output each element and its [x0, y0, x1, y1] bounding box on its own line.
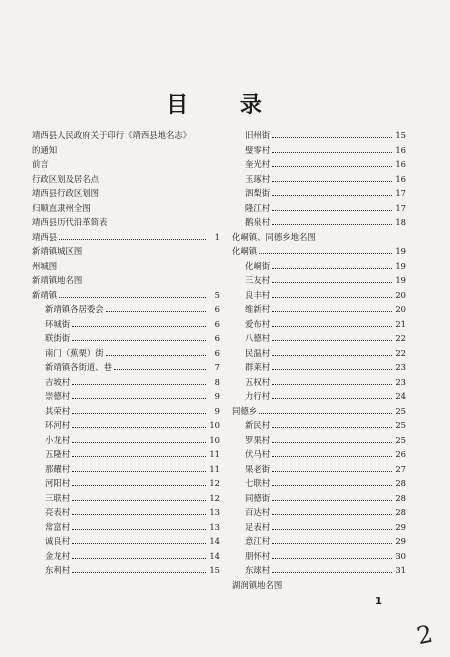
- toc-entry: [232, 534, 406, 549]
- toc-entry: [32, 404, 220, 419]
- toc-entry-page: 19: [395, 246, 406, 256]
- toc-entry-label: 小龙村: [45, 434, 71, 445]
- toc-entry-label: 河阳村: [45, 478, 71, 488]
- toc-entry: [232, 462, 406, 477]
- dot-leader: [272, 418, 392, 428]
- toc-entry-label: 玉琢村: [245, 173, 271, 184]
- toc-entry-page: 16: [395, 173, 406, 184]
- toc-entry: [32, 447, 220, 462]
- toc-entry: [232, 549, 406, 564]
- dot-leader: [272, 331, 392, 341]
- toc-entry-page: 27: [395, 463, 406, 474]
- toc-entry-page: 16: [395, 144, 406, 155]
- toc-entry-label: 新靖镇各居委会: [45, 304, 104, 314]
- toc-entry-page: 20: [395, 304, 406, 314]
- toc-entry: [232, 476, 406, 491]
- toc-entry-label: 那耀村: [45, 463, 71, 474]
- toc-entry: [32, 143, 220, 158]
- dot-leader: [72, 389, 206, 399]
- toc-entry-page: 8: [214, 376, 220, 387]
- toc-entry-label: 良丰村: [245, 289, 271, 300]
- dot-leader: [84, 274, 206, 283]
- toc-entry-page: 23: [395, 376, 406, 387]
- toc-entry: [232, 172, 406, 187]
- toc-entry-page: 25: [395, 405, 406, 416]
- dot-leader: [272, 447, 392, 457]
- toc-entry-label: 靖西县人民政府关于印行《靖西县地名志》: [32, 130, 192, 140]
- toc-entry: [232, 186, 406, 201]
- toc-entry-page: 15: [395, 130, 406, 140]
- toc-entry-label: 旧州街: [245, 130, 271, 140]
- toc-entry-page: 13: [209, 521, 220, 532]
- toc-entry-label: 环城街: [45, 318, 71, 329]
- toc-entry: [232, 433, 406, 448]
- toc-entry: [32, 244, 220, 259]
- dot-leader: [272, 288, 392, 298]
- toc-entry: [32, 128, 220, 143]
- toc-entry-label: 联街街: [45, 333, 71, 343]
- toc-entry-label: 环河村: [45, 420, 71, 430]
- toc-entry-label: 奎光村: [245, 159, 271, 169]
- page-title: 目 录: [166, 93, 284, 118]
- toc-entry-label: 泗梨街: [245, 188, 271, 198]
- toc-entry-label: 群莱村: [245, 362, 271, 372]
- dot-leader: [72, 534, 206, 544]
- toc-entry: [32, 172, 220, 187]
- dot-leader: [72, 331, 206, 341]
- dot-leader: [259, 244, 392, 254]
- toc-entry: [232, 143, 406, 158]
- toc-entry-label: 前言: [32, 159, 49, 169]
- dot-leader: [272, 505, 392, 515]
- toc-entry-label: 爱布村: [245, 318, 271, 329]
- toc-entry-page: 13: [209, 507, 220, 517]
- toc-entry-page: 14: [209, 536, 220, 546]
- toc-entry-label: 东利村: [45, 565, 71, 575]
- toc-entry-page: 1: [214, 231, 220, 242]
- toc-entry-page: 14: [209, 550, 220, 561]
- toc-entry-page: 17: [395, 202, 406, 213]
- toc-entry-label: 靖西县历代沿革简表: [32, 217, 108, 227]
- dot-leader: [272, 462, 392, 472]
- toc-entry-label: 力行村: [245, 391, 271, 401]
- toc-entry: [32, 491, 220, 506]
- toc-entry-label: 化峒街: [245, 260, 271, 271]
- dot-leader: [72, 375, 206, 385]
- toc-entry-label: 百达村: [245, 507, 271, 517]
- toc-entry-page: 26: [395, 449, 406, 459]
- toc-entry: [232, 563, 406, 578]
- dot-leader: [72, 433, 206, 443]
- dot-leader: [106, 302, 206, 312]
- toc-entry-label: 金龙村: [45, 550, 71, 561]
- toc-entry-label: 朋怀村: [245, 550, 271, 561]
- toc-entry-label: 化峒镇: [232, 246, 258, 256]
- toc-entry: [32, 157, 220, 172]
- toc-entry-page: 30: [395, 550, 406, 561]
- dot-leader: [272, 491, 392, 501]
- toc-entry-label: 果老街: [245, 463, 271, 474]
- toc-entry: [32, 520, 220, 535]
- toc-entry-page: 10: [209, 434, 220, 445]
- toc-entry-label: 新靖镇地名图: [32, 275, 83, 285]
- toc-entry-label: 东球村: [245, 565, 271, 575]
- dot-leader: [272, 143, 392, 153]
- toc-entry-label: 吉坡村: [45, 376, 71, 387]
- dot-leader: [72, 418, 206, 428]
- dot-leader: [272, 375, 392, 385]
- toc-entry-label: 的通知: [32, 144, 58, 155]
- dot-leader: [72, 563, 206, 573]
- dot-leader: [109, 216, 206, 225]
- toc-entry: [32, 476, 220, 491]
- toc-entry-label: 其荣村: [45, 405, 71, 416]
- toc-entry: [32, 215, 220, 230]
- dot-leader: [272, 534, 392, 544]
- toc-entry-page: 9: [214, 405, 220, 416]
- toc-entry-label: 三友村: [245, 275, 271, 285]
- toc-entry: [32, 230, 220, 245]
- toc-entry-page: 6: [214, 347, 220, 358]
- toc-entry-label: 化峒镇、同德乡地名图: [232, 231, 316, 242]
- toc-entry: [32, 360, 220, 375]
- dot-leader: [318, 231, 392, 240]
- toc-entry-page: 11: [209, 463, 220, 474]
- handwritten-mark: 2: [413, 619, 435, 651]
- toc-entry: [32, 389, 220, 404]
- dot-leader: [272, 302, 392, 312]
- dot-leader: [272, 259, 392, 269]
- toc-entry: [232, 273, 406, 288]
- dot-leader: [114, 360, 206, 370]
- dot-leader: [272, 346, 392, 356]
- toc-entry-page: 6: [214, 318, 220, 329]
- toc-entry: [232, 331, 406, 346]
- dot-leader: [72, 505, 206, 515]
- toc-entry-label: 三联村: [45, 492, 71, 503]
- toc-entry: [32, 331, 220, 346]
- toc-entry-page: 22: [395, 347, 406, 358]
- toc-entry-label: 崇德村: [45, 391, 71, 401]
- dot-leader: [272, 563, 392, 573]
- toc-entry: [232, 418, 406, 433]
- dot-leader: [272, 172, 392, 182]
- toc-entry-page: 11: [209, 449, 220, 459]
- toc-entry-page: 17: [395, 188, 406, 198]
- toc-entry: [232, 491, 406, 506]
- dot-leader: [84, 245, 206, 254]
- toc-entry-page: 6: [214, 304, 220, 314]
- toc-entry-label: 同德乡: [232, 405, 258, 416]
- dot-leader: [72, 549, 206, 559]
- toc-entry-page: 6: [214, 333, 220, 343]
- toc-entry-page: 25: [395, 434, 406, 445]
- dot-leader: [101, 173, 206, 182]
- toc-entry-page: 19: [395, 260, 406, 271]
- toc-entry: [32, 273, 220, 288]
- toc-entry: [232, 259, 406, 274]
- toc-entry: [232, 389, 406, 404]
- toc-entry-page: 9: [214, 391, 220, 401]
- toc-entry: [232, 375, 406, 390]
- dot-leader: [93, 202, 206, 211]
- dot-leader: [72, 447, 206, 457]
- toc-entry: [32, 433, 220, 448]
- toc-entry: [232, 157, 406, 172]
- dot-leader: [193, 129, 206, 138]
- dot-leader: [72, 462, 206, 472]
- dot-leader: [59, 230, 206, 240]
- toc-entry-page: 22: [395, 333, 406, 343]
- dot-leader: [272, 389, 392, 399]
- toc-entry: [232, 360, 406, 375]
- dot-leader: [59, 144, 206, 153]
- dot-leader: [272, 549, 392, 559]
- toc-entry-page: 20: [395, 289, 406, 300]
- toc-entry-label: 新靖镇各街道、巷: [45, 362, 112, 372]
- toc-entry: [232, 244, 406, 259]
- dot-leader: [72, 404, 206, 414]
- toc-entry-page: 29: [395, 521, 406, 532]
- toc-entry-label: 八德村: [245, 333, 271, 343]
- toc-entry: [232, 447, 406, 462]
- toc-entry-page: 7: [214, 362, 220, 372]
- toc-entry-label: 靖西县行政区划图: [32, 188, 99, 198]
- toc-entry-label: 鹅泉村: [245, 217, 271, 227]
- toc-entry: [232, 317, 406, 332]
- dot-leader: [72, 317, 206, 327]
- toc-entry: [32, 418, 220, 433]
- toc-entry-page: 16: [395, 159, 406, 169]
- toc-entry-label: 同德街: [245, 492, 271, 503]
- toc-entry-label: 璧零村: [245, 144, 271, 155]
- toc-entry: [232, 215, 406, 230]
- toc-entry: [32, 346, 220, 361]
- toc-entry-label: 新靖镇: [32, 289, 58, 300]
- page-number: 1: [375, 596, 382, 607]
- toc-entry: [32, 534, 220, 549]
- toc-entry-label: 隆江村: [245, 202, 271, 213]
- toc-entry: [232, 288, 406, 303]
- toc-entry-page: 15: [209, 565, 220, 575]
- dot-leader: [272, 476, 392, 486]
- toc-entry-label: 湖润镇地名图: [232, 579, 283, 590]
- toc-entry: [232, 404, 406, 419]
- toc-entry: [232, 520, 406, 535]
- toc-entry-page: 10: [209, 420, 220, 430]
- toc-entry: [232, 578, 406, 593]
- dot-leader: [272, 520, 392, 530]
- dot-leader: [51, 158, 206, 167]
- toc-entry-page: 28: [395, 478, 406, 488]
- toc-entry: [32, 186, 220, 201]
- dot-leader: [272, 186, 392, 196]
- toc-entry-label: 新民村: [245, 420, 271, 430]
- toc-entry-label: 南门（蕉栗）街: [45, 347, 104, 358]
- toc-entry-label: 州城图: [32, 260, 58, 271]
- toc-entry-page: 23: [395, 362, 406, 372]
- toc-entry-page: 21: [395, 318, 406, 329]
- dot-leader: [72, 491, 206, 501]
- dot-leader: [59, 288, 206, 298]
- toc-entry-label: 五权村: [245, 376, 271, 387]
- toc-entry-page: 12: [209, 492, 220, 503]
- dot-leader: [272, 360, 392, 370]
- toc-column-left: [32, 128, 220, 578]
- toc-entry-label: 民温村: [245, 347, 271, 358]
- dot-leader: [284, 579, 392, 588]
- toc-entry-label: 诚良村: [45, 536, 71, 546]
- dot-leader: [272, 215, 392, 225]
- toc-entry-label: 归顺直隶州全图: [32, 202, 91, 213]
- toc-entry-label: 意江村: [245, 536, 271, 546]
- toc-entry: [232, 230, 406, 245]
- dot-leader: [272, 317, 392, 327]
- toc-entry-page: 5: [214, 289, 220, 300]
- dot-leader: [272, 433, 392, 443]
- toc-entry: [32, 549, 220, 564]
- toc-entry-page: 28: [395, 507, 406, 517]
- toc-entry: [232, 505, 406, 520]
- toc-entry-label: 行政区划及居名点: [32, 173, 99, 184]
- toc-entry: [32, 317, 220, 332]
- toc-entry-page: 28: [395, 492, 406, 503]
- toc-entry-page: 18: [395, 217, 406, 227]
- toc-entry: [232, 346, 406, 361]
- toc-entry-label: 七联村: [245, 478, 271, 488]
- toc-entry-label: 足表村: [245, 521, 271, 532]
- toc-column-right: [232, 128, 406, 592]
- toc-entry-page: 29: [395, 536, 406, 546]
- toc-entry-label: 维新村: [245, 304, 271, 314]
- dot-leader: [101, 187, 206, 196]
- toc-entry: [32, 288, 220, 303]
- toc-entry-page: 25: [395, 420, 406, 430]
- toc-entry: [232, 201, 406, 216]
- toc-entry-label: 伏马村: [245, 449, 271, 459]
- toc-entry-label: 罗果村: [245, 434, 271, 445]
- dot-leader: [72, 476, 206, 486]
- dot-leader: [259, 404, 392, 414]
- dot-leader: [106, 346, 206, 356]
- toc-entry-page: 19: [395, 275, 406, 285]
- dot-leader: [272, 128, 392, 138]
- toc-entry-label: 靖西县: [32, 231, 58, 242]
- toc-entry: [32, 563, 220, 578]
- toc-entry-label: 常富村: [45, 521, 71, 532]
- toc-entry-label: 五隆村: [45, 449, 71, 459]
- dot-leader: [272, 201, 392, 211]
- dot-leader: [72, 520, 206, 530]
- toc-entry: [232, 128, 406, 143]
- toc-entry-page: 24: [395, 391, 406, 401]
- toc-entry: [32, 259, 220, 274]
- toc-entry: [32, 302, 220, 317]
- toc-entry-page: 12: [209, 478, 220, 488]
- toc-entry: [32, 375, 220, 390]
- toc-entry-page: 31: [395, 565, 406, 575]
- toc-entry-label: 新靖镇城区图: [32, 246, 83, 256]
- dot-leader: [272, 157, 392, 167]
- dot-leader: [59, 260, 206, 269]
- toc-entry: [32, 462, 220, 477]
- toc-entry: [32, 201, 220, 216]
- toc-entry-label: 亮表村: [45, 507, 71, 517]
- toc-entry: [232, 302, 406, 317]
- dot-leader: [272, 273, 392, 283]
- toc-entry: [32, 505, 220, 520]
